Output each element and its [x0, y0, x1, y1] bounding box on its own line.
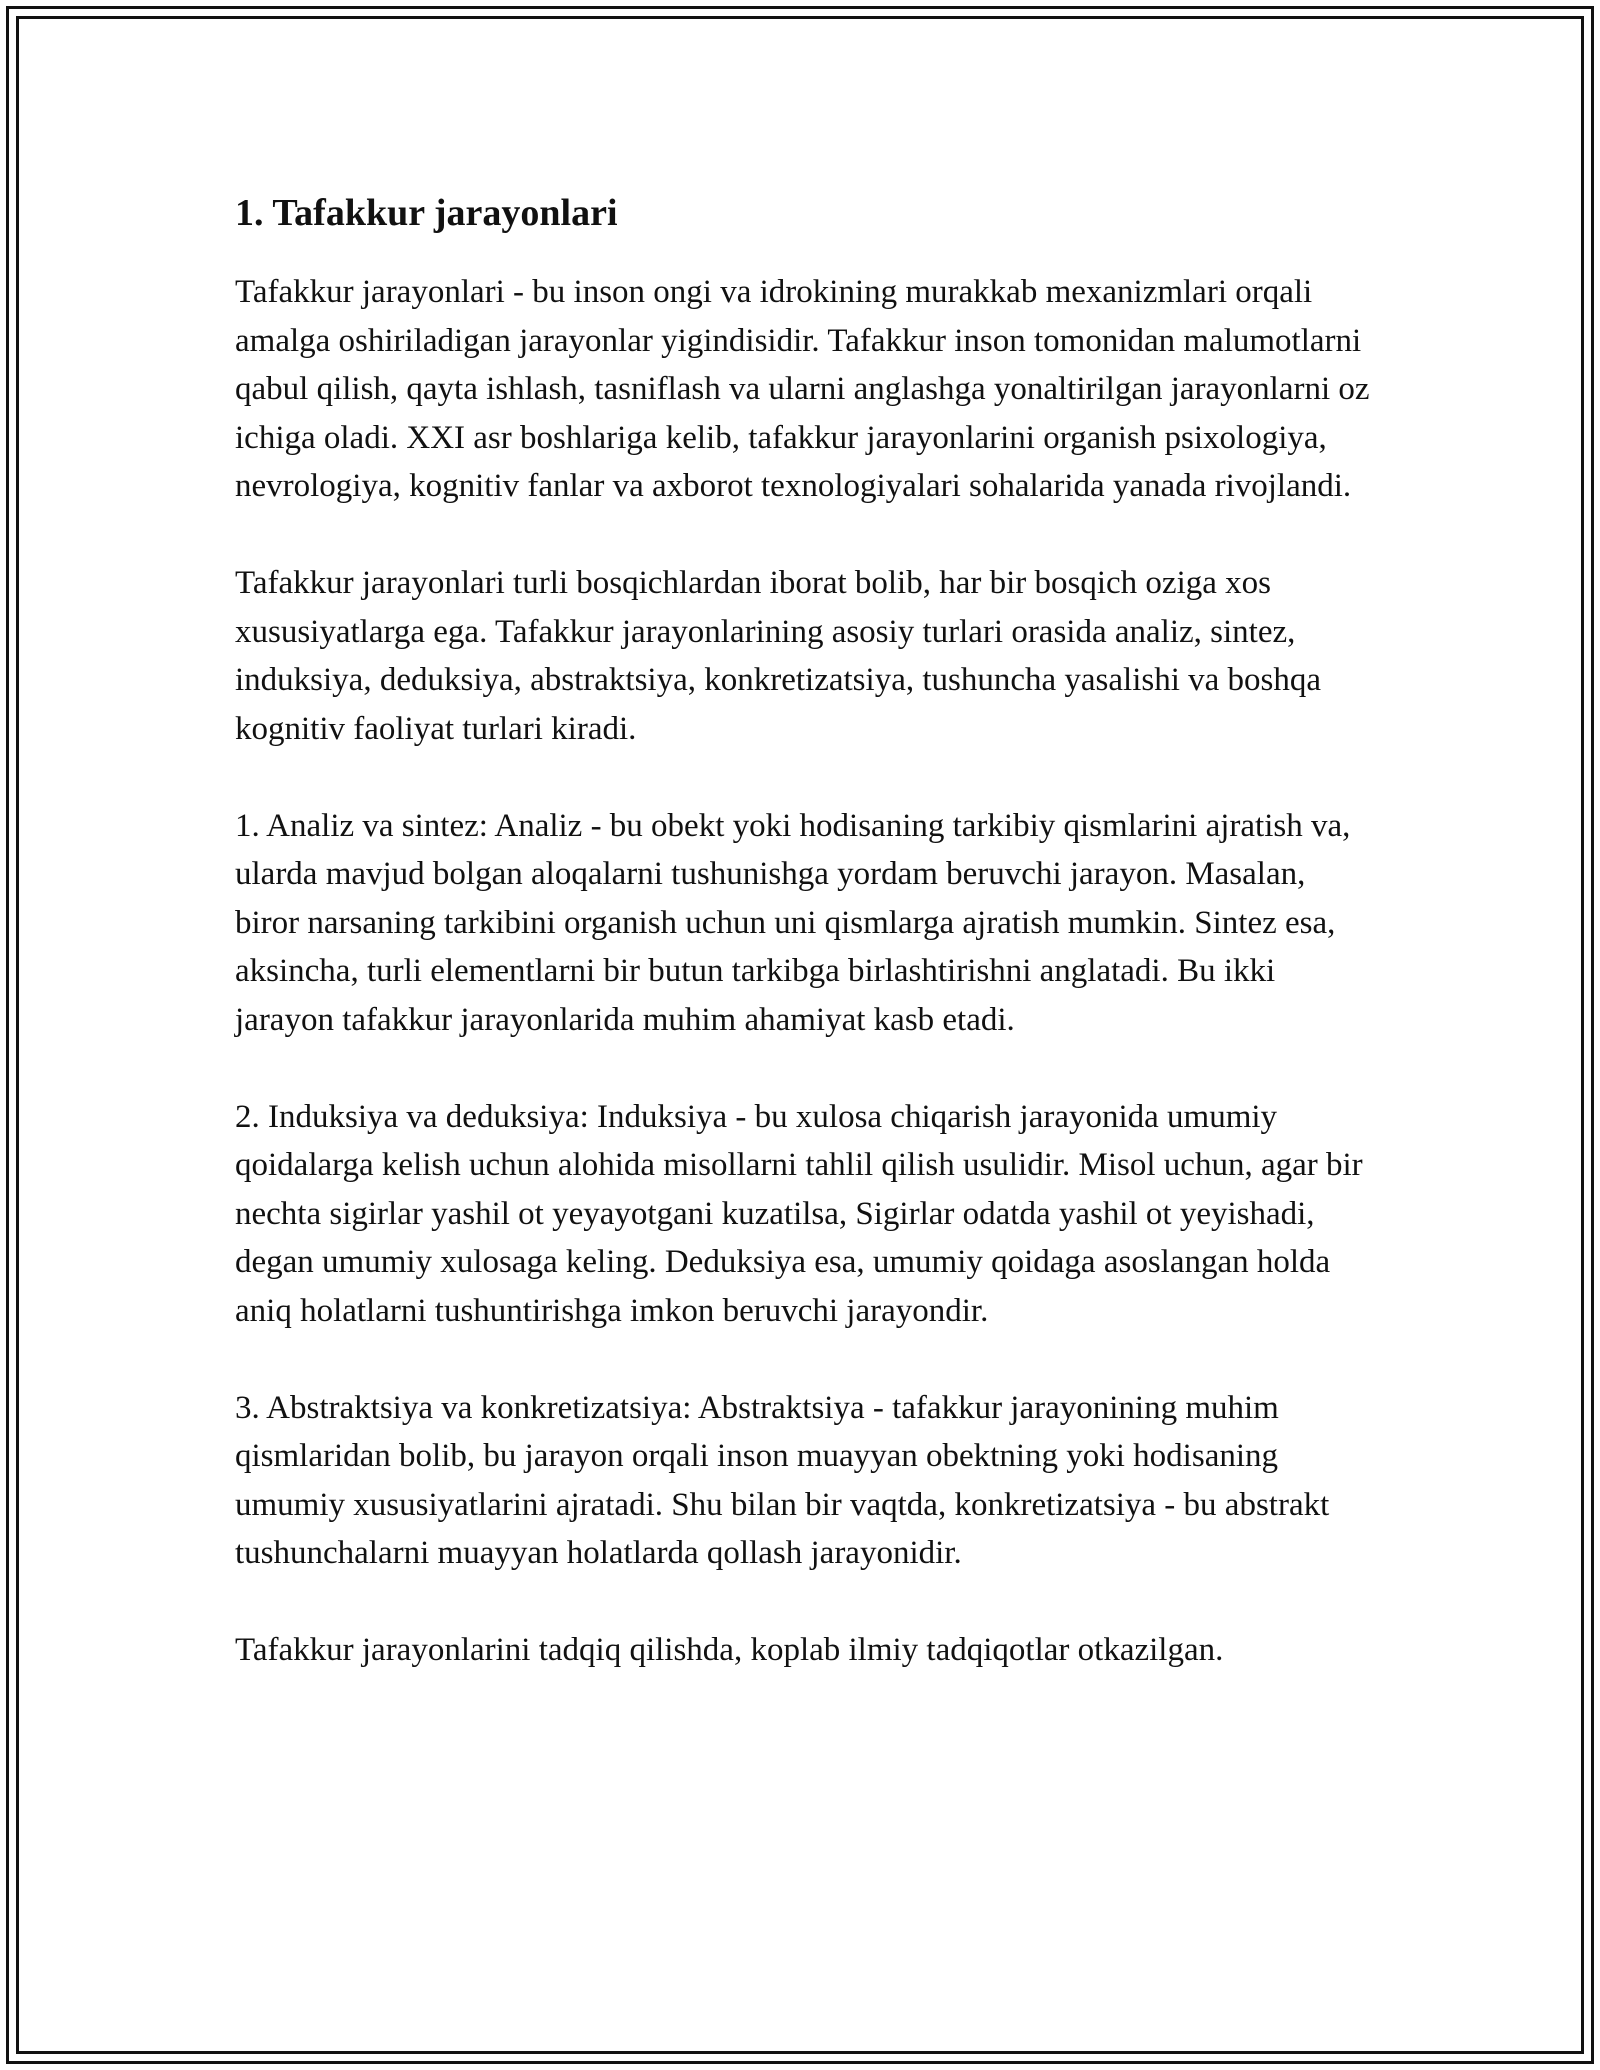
paragraph-conclusion: Tafakkur jarayonlarini tadqiq qilishda, koplab ilmiy tadqiqotlar otkazilgan. [235, 1632, 1224, 1668]
paragraph-analysis-synthesis: 1. Analiz va sintez: Analiz - bu obekt yoki hodisaning tarkibiy qismlarini ajratish va, ularda mavjud bolgan aloqalarni tushunishga yordam beruvchi jarayon. Masalan, biror narsaning tarkibini organish uchun uni qismlarga ajratish mumkin. Sintez esa, aksincha, turli elementlarni bir butun tarkibga birlashtirishni anglatadi. Bu ikki jarayon tafakkur jarayonlarida muhim ahamiyat kasb etadi. [235, 807, 1351, 1038]
paragraph-induction-deduction: 2. Induksiya va deduksiya: Induksiya - bu xulosa chiqarish jarayonida umumiy qoidalarga kelish uchun alohida misollarni tahlil qilish usulidir. Misol uchun, agar bir nechta sigirlar yashil ot yeyayotgani kuzatilsa, Sigirlar odatda yashil ot yeyishadi, degan umumiy xulosaga keling. Deduksiya esa, umumiy qoidaga asoslangan holda aniq holatlarni tushuntirishga imkon beruvchi jarayondir. [235, 1098, 1363, 1329]
document-body [235, 188, 1370, 1723]
paragraph-abstraction-concretization: 3. Abstraktsiya va konkretizatsiya: Abstraktsiya - tafakkur jarayonining muhim qismlaridan bolib, bu jarayon orqali inson muayyan obektning yoki hodisaning umumiy xususiyatlarini ajratadi. Shu bilan bir vaqtda, konkretizatsiya - bu abstrakt tushunchalarni muayyan holatlarda qollash jarayonidir. [235, 1389, 1330, 1571]
paragraph-stages: Tafakkur jarayonlari turli bosqichlardan iborat bolib, har bir bosqich oziga xos xususiyatlarga ega. Tafakkur jarayonlarining asosiy turlari orasida analiz, sintez, induksiya, deduksiya, abstraktsiya, konkretizatsiya, tushuncha yasalishi va boshqa kognitiv faoliyat turlari kiradi. [235, 565, 1322, 747]
paragraph-intro: Tafakkur jarayonlari - bu inson ongi va idrokining murakkab mexanizmlari orqali amalga oshiriladigan jarayonlar yigindisidir. Tafakkur inson tomonidan malumotlarni qabul qilish, qayta ishlash, tasniflash va ularni anglashga yonaltirilgan jarayonlarni oz ichiga oladi. XXI asr boshlariga kelib, tafakkur jarayonlarini organish psixologiya, nevrologiya, kognitiv fanlar va axborot texnologiyalari sohalarida yanada rivojlandi. [235, 274, 1370, 504]
document-title: 1. Tafakkur jarayonlari [235, 192, 618, 234]
